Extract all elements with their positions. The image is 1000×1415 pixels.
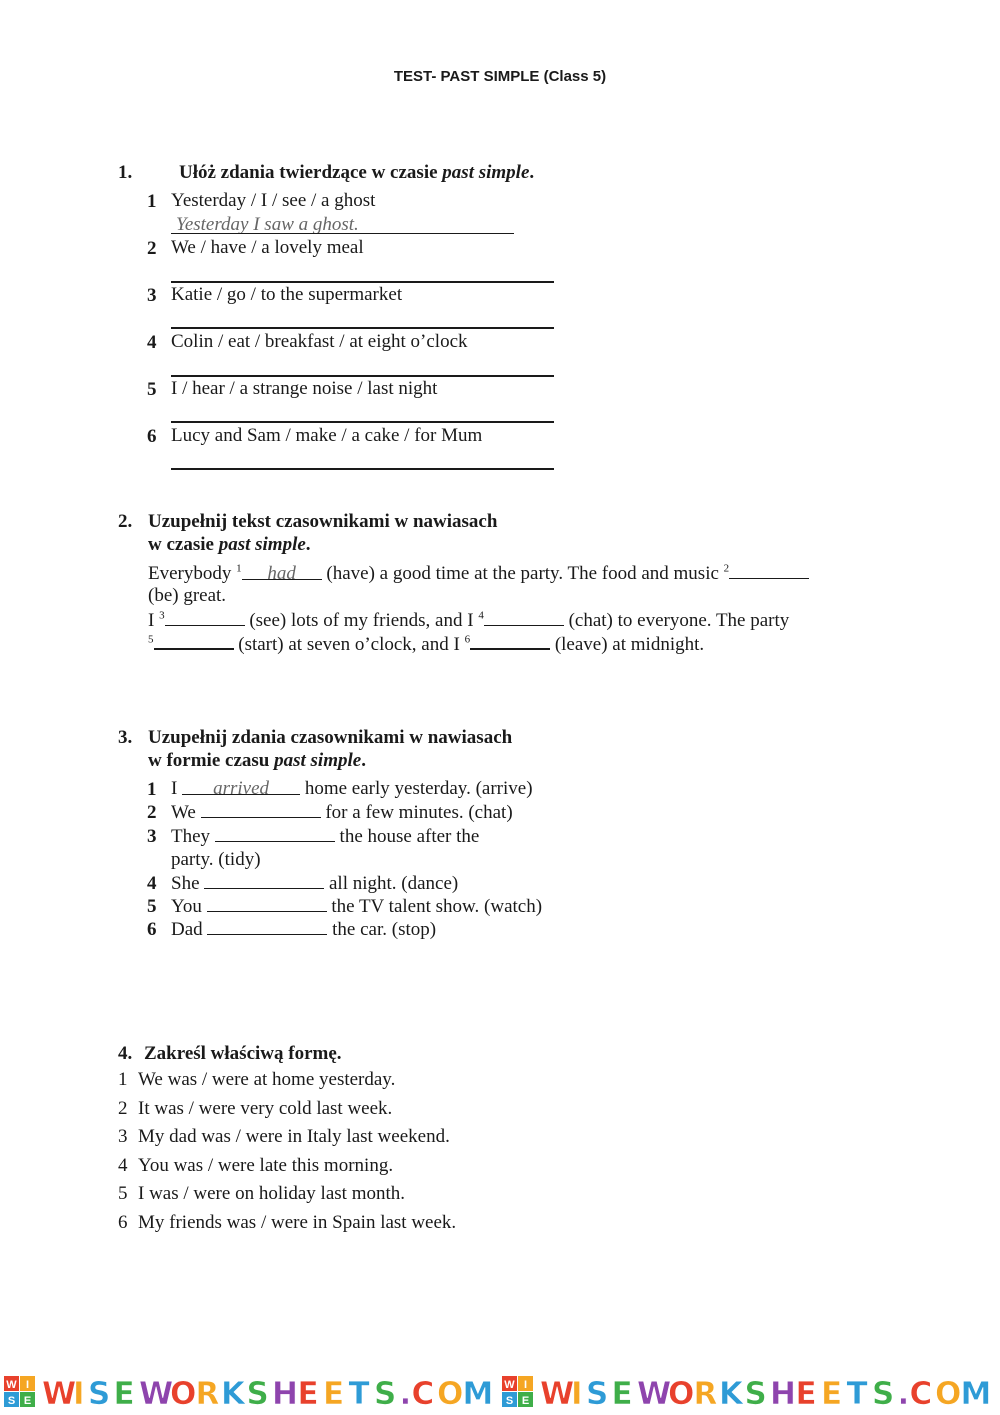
brand-letter: C <box>909 1376 933 1410</box>
brand-letter: I <box>73 1376 85 1410</box>
s1-item-prompt: Yesterday / I / see / a ghost <box>171 190 376 211</box>
brand-letter: W <box>139 1376 174 1410</box>
brand-letter: O <box>935 1376 962 1410</box>
s1-item-prompt: Colin / eat / breakfast / at eight o’clock <box>171 331 468 352</box>
s1-answer-line-6[interactable] <box>171 468 554 470</box>
s1-item-prompt: Lucy and Sam / make / a cake / for Mum <box>171 425 483 446</box>
s3-gap-2[interactable] <box>201 801 321 818</box>
brand-letter: O <box>437 1376 464 1410</box>
s4-item-number: 5 <box>118 1183 128 1204</box>
s2-text-line4: $^5$ (start) at seven o’clock, and I $^6$ (leave) at midnight. <box>148 633 705 655</box>
brand-letter: O <box>668 1376 695 1410</box>
brand-letter: M <box>960 1376 992 1410</box>
s4-item-text[interactable]: We was / were at home yesterday. <box>138 1069 396 1090</box>
brand-letter: E <box>323 1376 345 1410</box>
section2-instruction-line1: Uzupełnij tekst czasownikami w nawiasach <box>148 511 498 532</box>
logo-letter: I <box>523 1379 528 1391</box>
logo-letter: W <box>6 1379 17 1391</box>
brand-letter: H <box>272 1376 298 1410</box>
brand-letter: E <box>821 1376 843 1410</box>
logo-letter: S <box>7 1395 16 1407</box>
brand-letter: S <box>246 1376 269 1410</box>
s3-gap-4[interactable] <box>204 872 324 889</box>
section2-number: 2. <box>118 511 133 532</box>
s2-text-line2: (be) great. <box>148 585 227 606</box>
s3-item: You the TV talent show. (watch) <box>171 896 543 917</box>
s1-item-number: 5 <box>147 379 157 400</box>
brand-letter: W <box>637 1376 672 1410</box>
s2-gap-3[interactable] <box>165 609 245 626</box>
s3-item-number: 1 <box>147 779 157 800</box>
s2-text-line1: Everybody $^1$ had (have) a good time at the party. The food and music $^2$ <box>148 562 809 585</box>
footer-watermark <box>0 1374 1000 1410</box>
s2-gap-4[interactable] <box>484 609 564 626</box>
section1-instruction: Ułóż zdania twierdzące w czasie past simple. <box>179 162 535 183</box>
s1-item-number: 3 <box>147 285 157 306</box>
brand-letter: T <box>846 1376 868 1410</box>
s3-gap-3[interactable] <box>215 825 335 842</box>
brand-letter: O <box>170 1376 197 1410</box>
logo-letter: E <box>23 1395 32 1407</box>
brand-letter: K <box>719 1376 744 1410</box>
s1-answer-line-4[interactable] <box>171 375 554 377</box>
s3-gap-5[interactable] <box>207 895 327 912</box>
s3-item-number: 4 <box>147 873 157 894</box>
brand-letter: S <box>88 1376 111 1410</box>
wiseworksheets-logo <box>0 1374 1000 1410</box>
s1-item-prompt: I / hear / a strange noise / last night <box>171 378 438 399</box>
section3-number: 3. <box>118 727 133 748</box>
s3-item: We for a few minutes. (chat) <box>171 802 513 823</box>
s2-gap-6[interactable] <box>470 632 550 650</box>
section3-instruction-line1: Uzupełnij zdania czasownikami w nawiasach <box>148 727 513 748</box>
s1-item-prompt: Katie / go / to the supermarket <box>171 284 403 305</box>
brand-letter: S <box>744 1376 767 1410</box>
s4-item-text[interactable]: You was / were late this morning. <box>138 1155 394 1176</box>
s4-item-text[interactable]: My friends was / were in Spain last week. <box>138 1212 457 1233</box>
s3-gap-1[interactable]: arrived <box>182 778 300 795</box>
s1-item-number: 1 <box>147 191 157 212</box>
s1-item-number: 2 <box>147 238 157 259</box>
brand-letter: C <box>411 1376 435 1410</box>
s4-item-number: 4 <box>118 1155 128 1176</box>
s1-answer-line-2[interactable] <box>171 281 554 283</box>
section1-number: 1. <box>118 162 133 183</box>
s4-item-text[interactable]: My dad was / were in Italy last weekend. <box>138 1126 450 1147</box>
s3-item-number: 5 <box>147 896 157 917</box>
s3-item3-continuation: party. (tidy) <box>171 849 261 870</box>
brand-letter: E <box>611 1376 633 1410</box>
brand-letter: M <box>462 1376 494 1410</box>
brand-letter: . <box>399 1376 412 1410</box>
logo-letter: E <box>521 1395 530 1407</box>
s3-item-number: 3 <box>147 826 157 847</box>
brand-letter: S <box>374 1376 397 1410</box>
s4-item-text[interactable]: I was / were on holiday last month. <box>138 1183 406 1204</box>
section2-instruction-line2: w czasie past simple. <box>148 534 311 555</box>
s4-item-number: 6 <box>118 1212 128 1233</box>
s1-example-answer[interactable]: Yesterday I saw a ghost. <box>176 214 359 235</box>
s4-item-number: 2 <box>118 1098 128 1119</box>
s4-item-text[interactable]: It was / were very cold last week. <box>138 1098 393 1119</box>
section4-number: 4. <box>118 1043 133 1064</box>
logo-letter: S <box>505 1395 514 1407</box>
brand-letter: S <box>872 1376 895 1410</box>
brand-letter: E <box>297 1376 319 1410</box>
s1-answer-line-5[interactable] <box>171 421 554 423</box>
s2-gap-5[interactable] <box>154 632 234 650</box>
s2-gap-2[interactable] <box>729 562 809 579</box>
s1-item-number: 4 <box>147 332 157 353</box>
brand-letter: E <box>795 1376 817 1410</box>
brand-letter: E <box>113 1376 135 1410</box>
brand-letter: W <box>42 1376 77 1410</box>
brand-letter: K <box>221 1376 246 1410</box>
brand-letter: T <box>348 1376 370 1410</box>
brand-letter: R <box>195 1376 220 1410</box>
brand-letter: . <box>897 1376 910 1410</box>
s3-item: She all night. (dance) <box>171 873 459 894</box>
s4-item-number: 1 <box>118 1069 128 1090</box>
s3-item: Dad the car. (stop) <box>171 919 437 940</box>
s1-answer-line-3[interactable] <box>171 327 554 329</box>
s2-text-line3: I $^3$ (see) lots of my friends, and I $^4$ (chat) to everyone. The party <box>148 609 790 631</box>
section3-instruction-line2: w formie czasu past simple. <box>148 750 366 771</box>
s3-item-number: 2 <box>147 802 157 823</box>
brand-letter: S <box>586 1376 609 1410</box>
brand-letter: I <box>571 1376 583 1410</box>
s3-item: They the house after the <box>171 826 480 847</box>
s3-item-number: 6 <box>147 919 157 940</box>
s1-item-prompt: We / have / a lovely meal <box>171 237 364 258</box>
s3-item: I arrived home early yesterday. (arrive) <box>171 778 533 799</box>
s1-answer-line-1[interactable] <box>171 233 514 234</box>
logo-letter: W <box>504 1379 515 1391</box>
s4-item-number: 3 <box>118 1126 128 1147</box>
brand-letter: W <box>540 1376 575 1410</box>
s2-gap-1[interactable]: had <box>242 563 322 580</box>
brand-letter: H <box>770 1376 796 1410</box>
s1-item-number: 6 <box>147 426 157 447</box>
brand-letter: R <box>693 1376 718 1410</box>
logo-letter: I <box>25 1379 30 1391</box>
s3-gap-6[interactable] <box>207 918 327 935</box>
section4-instruction: Zakreśl właściwą formę. <box>144 1043 342 1064</box>
page-title: TEST- PAST SIMPLE (Class 5) <box>393 68 607 85</box>
